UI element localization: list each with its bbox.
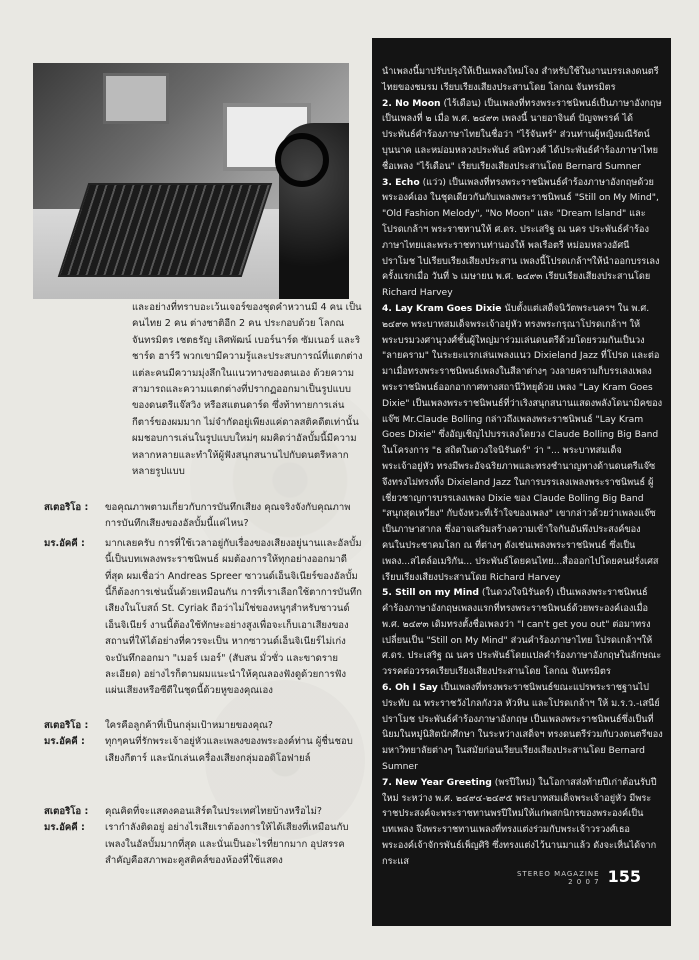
- qa-speaker: สเตอริโอ :: [44, 720, 89, 731]
- song-item: [382, 301, 663, 585]
- page-number: 155: [607, 867, 641, 886]
- qa-row: [44, 820, 364, 869]
- qa-row: [44, 734, 364, 767]
- qa-block: [44, 804, 364, 870]
- qa-text: ทุกๆคนที่รักพระเจ้าอยู่หัวและเพลงของพระองค์ท่าน ผู้ชื่นชอบเสียงกีตาร์ และนักเล่นเครื่องเสียงกลุ่มออดิโอฟายล์: [105, 736, 353, 764]
- song-description: เป็นเพลงที่ทรงพระราชนิพนธ์ขณะแปรพระราชฐานไปประทับ ณ พระราชวังไกลกังวล หัวหิน และโปรดเกล้าฯ ให้ ม.ร.ว.-เสนีย์ ปราโมช ประพันธ์คำร้องภาษาอังกฤษ เป็นเพลงพระราชนิพนธ์ซึ่งเป็นที่นิยมในหมู่นิสิตนักศึกษา ในระหว่างเสด็จฯ ทรงดนตรีร่วมกับวงดนตรีของมหาวิทยาลัยต่างๆ ในสมัยก่อนเรียบเรียงเสียงประสานโดย Bernard Sumner: [382, 682, 663, 773]
- song-item: [382, 96, 663, 175]
- song-title: 7. New Year Greeting: [382, 776, 492, 788]
- qa-block: [44, 718, 364, 767]
- qa-text: ใครคือลูกค้าที่เป็นกลุ่มเป้าหมายของคุณ?: [105, 720, 274, 731]
- qa-text: มากเลยครับ การที่ใช้เวลาอยู่กับเรื่องของเสียงอยู่นานและอัลบั้มนี้เป็นบทเพลงพระราชนิพนธ์ ผมต้องการให้ทุกอย่างออกมาดีที่สุด ผมเชื่อว่า Andreas Spreer ซาวนด์เอ็นจิเนียร์ของอัลบั้มนี้ก็ต้องการเช่นนั้นด้วยเหมือนกัน การที่เราเลือกใช้ตาการบันทึกเสียงในโบสถ์ St. Cyriak ถือว่าไม่ใช่ของหนูๆสำหรับซาวนด์เอ็นจิเนียร์ งานนี้ต้องใช้ทักษะอย่างสูงเพื่อจะเก็บเอาเสียงของสถานที่ให้ได้อย่างที่ควรจะเป็น หากซาวนด์เอ็นจิเนียร์ไม่เก่งจะบันทึกออกมา "เมอร์ เมอร์" (สับสน มั่วซั่ว และขาดรายละเอียด) อย่างไรก็ตามผมแนะนำให้คุณลองฟังดูด้วยการฟังแผ่นเสียงหรือซีดีในชุดนี้ด้วยหูของคุณเอง: [105, 537, 362, 697]
- song-item: [382, 775, 663, 870]
- intro-paragraph: และอย่างที่ทราบอะเว้นเจอร์ของชุดคำหวานมี 4 คน เป็นคนไทย 2 คน ต่างชาติอีก 2 คน ประกอบด้วย โลกณ จันทรมิตร เชตธรัญ เลิศพัฒน์ เบอร์นาร์ด ซัมเนอร์ และริชาร์ด ฮาร์วี พวกเขามีความรู้และประสบการณ์ที่แตกต่าง แต่ละคนมีความมุ่งลึกในแนวทางของตนเอง ด้วยความสามารถและความแตกต่างที่ปรากฏออกมาเป็นรูปแบบของดนตรีแจ๊สวิง หรือสแตนดาร์ด ซึ่งท้าทายการเล่นกีตาร์ของผมมาก ไม่จำกัดอยู่เพียงแค่ดาลสติคดีตเท่านั้น ผมชอบการเล่นในรูปแบบใหม่ๆ ผมคิดว่าอัลบั้มนี้มีความหลากหลายและทำให้ผู้ฟังสนุกสนานไปกับดนตรีหลากหลายรูปแบบ: [132, 302, 363, 478]
- mixing-console: [58, 183, 273, 277]
- song-description: (ไร้เดือน) เป็นเพลงที่ทรงพระราชนิพนธ์เป็นภาษาอังกฤษเป็นเพลงที่ ๒ เมื่อ พ.ศ. ๒๔๙๓ เพลงนี้ นายอาจินต์ ปัญจพรรค์ ได้ประพันธ์คำร้องภาษาไทยในชื่อว่า "ไร้จันทร์" ส่วนท่านผู้หญิงมณีรัตน์ บุนนาค และหม่อมหลวงประพันธ์ สนิทวงศ์ ได้ประพันธ์คำร้องภาษาไทยชื่อเพลง "ไร้เดือน" เรียบเรียงเสียงประสานโดย Bernard Sumner: [382, 97, 662, 172]
- song-title: 4. Lay Kram Goes Dixie: [382, 302, 502, 314]
- qa-speaker: สเตอริโอ :: [44, 806, 89, 817]
- qa-speaker: มร.อัคคี :: [44, 822, 85, 834]
- qa-text: คุณคิดที่จะแสดงคอนเสิร์ตในประเทศไทยบ้างหรือไม่?: [105, 806, 323, 817]
- qa-text: เรากำลังติดอยู่ อย่างไรเสียเราต้องการให้ได้เสียงที่เหมือนกับเพลงในอัลบั้มมากที่สุด และนั่นเป็นอะไรที่ยากมาก อุปสรรคสำคัญคือสภาพอะคูสติคส์ของห้องที่ใช้แสดง: [105, 822, 349, 867]
- page-footer: [517, 867, 641, 886]
- qa-row: [44, 500, 364, 533]
- qa-speaker: มร.อัคคี :: [44, 537, 85, 549]
- qa-row: [44, 536, 364, 700]
- magazine-name: [517, 870, 600, 886]
- magazine-title: STEREO MAGAZINE: [516, 870, 600, 878]
- studio-photo: [33, 63, 349, 299]
- song-item: [382, 175, 663, 301]
- song-description: (พรปีใหม่) ในโอกาสส่งท้ายปีเก่าต้อนรับปีใหม่ ระหว่าง พ.ศ. ๒๔๙๔-๒๔๙๕ พระบาทสมเด็จพระเจ้าอยู่หัว มีพระราชประสงค์จะพระราชทานพรปีใหม่ให้แก่พสกนิกรของพระองค์เป็นบทเพลง จึงพระราชทานเพลงที่ทรงแต่งร่วมกับพระเจ้าวรวงศ์เธอ พระองค์เจ้าจักรพันธ์เพ็ญศิริ ซึ่งทรงแต่งไว้นานมาแล้ว ดังจะเห็นได้จากกระแส: [382, 776, 657, 867]
- song-list-body: [382, 64, 663, 870]
- qa-speaker: มร.อัคคี :: [44, 736, 85, 748]
- song-item: [382, 585, 663, 680]
- song-title: 6. Oh I Say: [382, 682, 438, 694]
- song-description: นับตั้งแต่เสด็จนิวัตพระนครฯ ใน พ.ศ. ๒๔๙๓ พระบาทสมเด็จพระเจ้าอยู่หัว ทรงพระกรุณาโปรดเกล้าฯ ให้พระบรมวงศานุวงศ์ชั้นผู้ใหญ่มาร่วมเล่นดนตรีด้วยโดยรวมกันเป็นวง "ลายคราม" ในระยะแรกเล่นเพลงแนว Dixieland Jazz ที่โปรด และต่อมาเมื่อทรงพระราชนิพนธ์เพลงในสีลาต่างๆ วงลายครามก็บรรเลงเพลงพระราชนิพนธ์ออกอากาศทางสถานีวิทยุด้วย เพลง "Lay Kram Goes Dixie" เป็นเพลงพระราชนิพนธ์ที่ว่าเริงสนุกสนานแสดงพลังโดนามิคของแจ๊ซ Mr.Claude Bolling กล่าวถึงเพลงพระราชนิพนธ์ "Lay Kram Goes Dixie" ซึ่งอัญเชิญไปบรรเลงโดยวง Claude Bolling Big Band ในโครงการ "ธ สถิตในดวงใจนิรันดร์" ว่า "... พระบาทสมเด็จพระเจ้าอยู่หัว ทรงมีพระอัจฉริยภาพและทรงชำนาญทางด้านดนตรีแจ๊ซ จึงทรงไม่ทรงทิ้ง Dixieland Jazz ในการบรรเลงเพลงพระราชนิพนธ์ ผู้เชี่ยวชาญการบรรเลงเพลง Dixie ของ Claude Bolling Big Band "สนุกสุดเหวี่ยง" กับจังหวะที่เร้าใจของเพลง" เขากล่าวด้วยว่าเพลงแจ๊ซเป็นภาษาสากล ซึ่งอาจเสริมสร้างความเข้าใจกันอันพึงประสงค์ของคนในประชาคมโลก ณ ที่ต่างๆ ดังเช่นเพลงพระราชนิพนธ์ ซึ่งเป็นเพลง...สไตล์อเมริกัน... ประพันธ์โดยคนไทย...สื่อออกไปโดยคนฝรั่งเศส เรียบเรียงเสียงประสานโดย Richard Harvey: [382, 302, 663, 583]
- magazine-year: 2 0 0 7: [568, 878, 600, 886]
- song-title: 3. Echo: [382, 176, 420, 188]
- studio-monitor-back: [103, 73, 169, 124]
- song-title: 2. No Moon: [382, 97, 441, 109]
- song-item: [382, 680, 663, 775]
- qa-speaker: สเตอริโอ :: [44, 502, 89, 513]
- qa-block: [44, 500, 364, 700]
- qa-row: [44, 804, 364, 820]
- qa-row: [44, 718, 364, 734]
- headphones-icon: [275, 133, 329, 187]
- song-lead-paragraph: นำเพลงนี้มาปรับปรุงให้เป็นเพลงใหม่โจง สำหรับใช้ในงานบรรเลงดนตรีไทยของชมรม เรียบเรียงเสียงประสานโดย โลกณ จันทรมิตร: [382, 66, 659, 93]
- song-title: 5. Still on my Mind: [382, 587, 479, 599]
- song-list-panel: [372, 38, 671, 926]
- qa-text: ขอคุณภาพตามเกี่ยวกับการบันทึกเสียง คุณจริงจังกับคุณภาพการบันทึกเสียงของอัลบั้มนี้แค่ไหน?: [105, 502, 351, 530]
- song-description: (ในดวงใจนิรันดร์) เป็นเพลงพระราชนิพนธ์คำร้องภาษาอังกฤษเพลงแรกที่ทรงพระราชนิพนธ์ด้วยพระองค์เองเมื่อ พ.ศ. ๒๔๙๓ เดิมทรงตั้งชื่อเพลงว่า "I can't get you out" ต่อมาทรงเปลี่ยนเป็น "Still on My Mind" ส่วนคำร้องภาษาไทย โปรดเกล้าฯให้ ศ.ดร. ประเสริฐ ณ นคร ประพันธ์โดยแปลคำร้องภาษาอังกฤษในลักษณะวรรคต่อวรรคเรียบเรียงเสียงประสานโดย โลกณ จันทรมิตร: [382, 587, 662, 678]
- song-description: (แว่ว) เป็นเพลงที่ทรงพระราชนิพนธ์คำร้องภาษาอังกฤษด้วยพระองค์เอง ในชุดเดียวกันกับเพลงพระราชนิพนธ์ "Still on My Mind", "Old Fashion Melody", "No Moon" และ "Dream Island" และโปรดเกล้าฯ พระราชทานให้ ศ.ดร. ประเสริฐ ณ นคร ประพันธ์คำร้องภาษาไทยและพระราชทานท่านองให้ พลเรือตรี หม่อมหลวงอัศนี ปราโมช ไปเรียบเรียงเสียงประสาน เพลงนี้โปรดเกล้าฯให้นำออกบรรเลงครั้งแรกเมื่อ วันที่ ๖ เมษายน พ.ศ. ๒๔๙๓ เรียบเรียงเสียงประสานโดย Richard Harvey: [382, 176, 660, 299]
